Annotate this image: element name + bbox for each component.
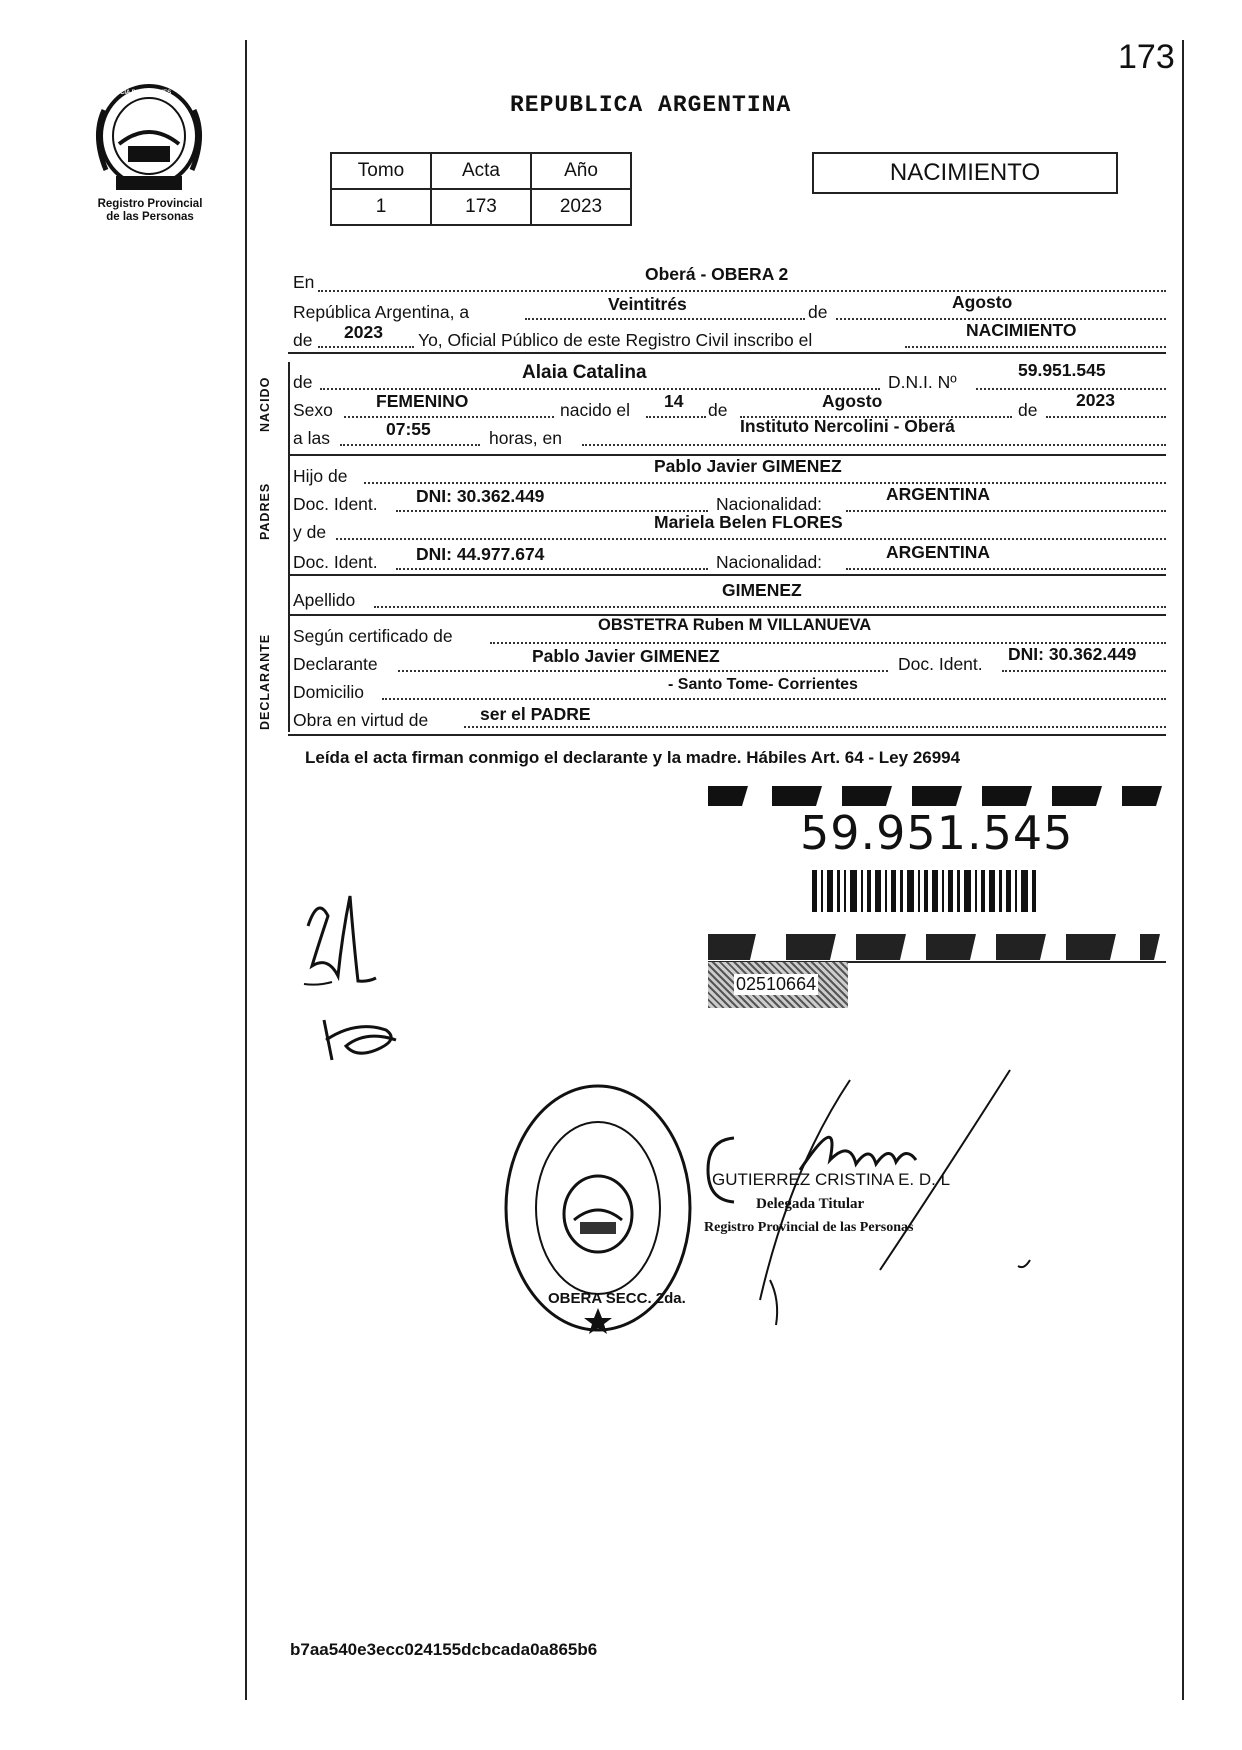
dotted-line bbox=[318, 290, 1166, 292]
record-table-header: Año bbox=[531, 153, 631, 189]
dotted-line bbox=[340, 444, 480, 446]
nacido-label: nacido el bbox=[560, 400, 631, 420]
mother-name-value: Mariela Belen FLORES bbox=[654, 512, 843, 532]
dotted-line bbox=[382, 698, 1166, 700]
dotted-line bbox=[396, 568, 708, 570]
apellido-label: Apellido bbox=[293, 590, 356, 610]
declarant-doc-value: DNI: 30.362.449 bbox=[1008, 644, 1137, 664]
dotted-line bbox=[846, 568, 1166, 570]
section-divider bbox=[288, 734, 1166, 736]
statement-text: Yo, Oficial Público de este Registro Civil inscribo el bbox=[418, 330, 813, 350]
dotted-line bbox=[374, 606, 1166, 608]
sexo-label: Sexo bbox=[293, 400, 333, 420]
padres-section-label: PADRES bbox=[258, 482, 272, 540]
dotted-line bbox=[582, 444, 1166, 446]
dni-value: 59.951.545 bbox=[1018, 360, 1106, 380]
father-nationality-value: ARGENTINA bbox=[886, 484, 991, 504]
mother-doc-value: DNI: 44.977.674 bbox=[416, 544, 545, 564]
horas-label: horas, en bbox=[489, 428, 562, 448]
nacido-section-label: NACIDO bbox=[258, 376, 272, 432]
signature-icon bbox=[316, 1010, 406, 1070]
de-label: de bbox=[293, 372, 313, 392]
dotted-line bbox=[1002, 670, 1166, 672]
en-label: En bbox=[293, 272, 315, 292]
barcode-icon bbox=[812, 870, 1042, 912]
de-label: de bbox=[293, 330, 313, 350]
sex-value: FEMENINO bbox=[376, 391, 469, 411]
record-table bbox=[330, 152, 632, 226]
birth-place-value: Instituto Nercolini - Oberá bbox=[740, 416, 955, 436]
dotted-line bbox=[1046, 416, 1166, 418]
domicilio-label: Domicilio bbox=[293, 682, 364, 702]
declarante-label: Declarante bbox=[293, 654, 378, 674]
dotted-line bbox=[846, 510, 1166, 512]
birth-time-value: 07:55 bbox=[386, 419, 431, 439]
republica-label: República Argentina, a bbox=[293, 302, 470, 322]
de-label: de bbox=[1018, 400, 1038, 420]
official-stamp-line3: Registro Provincial de las Personas bbox=[704, 1220, 914, 1235]
crest-label-line1: Registro Provincial bbox=[97, 198, 203, 210]
security-serial-value: 02510664 bbox=[736, 974, 817, 994]
mother-nationality-value: ARGENTINA bbox=[886, 542, 991, 562]
acta-value: 173 bbox=[431, 189, 531, 225]
signature-icon bbox=[298, 886, 378, 996]
day-words-value: Veintitrés bbox=[608, 294, 687, 314]
tomo-value: 1 bbox=[331, 189, 431, 225]
right-margin-line bbox=[1182, 40, 1184, 1700]
crest-label bbox=[70, 198, 230, 224]
province-crest-icon bbox=[84, 80, 214, 195]
dotted-line bbox=[976, 388, 1166, 390]
crest-ring-text: PROVINCIA DE MISIONES bbox=[97, 90, 172, 96]
year-value: 2023 bbox=[531, 189, 631, 225]
closing-text: Leída el acta firman conmigo el declarante y la madre. Hábiles Art. 64 - Ley 26994 bbox=[305, 748, 961, 767]
nacionalidad-label: Nacionalidad: bbox=[716, 494, 823, 514]
child-name-value: Alaia Catalina bbox=[522, 362, 647, 383]
dotted-line bbox=[525, 318, 805, 320]
year-value: 2023 bbox=[344, 322, 383, 342]
form-inner-line bbox=[288, 362, 290, 732]
place-value: Oberá - OBERA 2 bbox=[645, 264, 789, 284]
dotted-line bbox=[318, 346, 414, 348]
birth-month-value: Agosto bbox=[822, 391, 883, 411]
dotted-line bbox=[646, 416, 706, 418]
dni-label: D.N.I. Nº bbox=[888, 372, 957, 392]
dni-security-number: 59.951.545 bbox=[800, 806, 1074, 860]
inscribed-type-value: NACIMIENTO bbox=[966, 320, 1077, 340]
capacity-value: ser el PADRE bbox=[480, 704, 591, 724]
declarante-section-label: DECLARANTE bbox=[258, 633, 272, 730]
surname-value: GIMENEZ bbox=[722, 580, 802, 600]
dotted-line bbox=[464, 726, 1166, 728]
father-doc-value: DNI: 30.362.449 bbox=[416, 486, 545, 506]
section-divider bbox=[288, 352, 1166, 354]
dotted-line bbox=[336, 538, 1166, 540]
doc-label: Doc. Ident. bbox=[293, 494, 378, 514]
yde-label: y de bbox=[293, 522, 327, 542]
security-pattern-icon bbox=[708, 930, 1166, 964]
address-value: - Santo Tome- Corrientes bbox=[668, 676, 858, 693]
hijo-label: Hijo de bbox=[293, 466, 348, 486]
nacionalidad-label: Nacionalidad: bbox=[716, 552, 823, 572]
certifier-value: OBSTETRA Ruben M VILLANUEVA bbox=[598, 616, 872, 634]
dotted-line bbox=[320, 388, 880, 390]
dotted-line bbox=[344, 416, 554, 418]
dotted-line bbox=[905, 346, 1166, 348]
seal-ring-text: DELEGACION DEL REGISTRO PROVINCIAL DE LAS PERSONAS bbox=[506, 1340, 754, 1362]
official-stamp-line1: GUTIERREZ CRISTINA E. D. L bbox=[712, 1170, 951, 1189]
security-serial bbox=[708, 962, 848, 1008]
seal-bottom-text: OBERA SECC. 2da. bbox=[548, 1290, 686, 1307]
record-table-header: Acta bbox=[431, 153, 531, 189]
obra-label: Obra en virtud de bbox=[293, 710, 429, 730]
page-number: 173 bbox=[1118, 38, 1175, 76]
dotted-line bbox=[364, 482, 1166, 484]
official-stamp-line2: Delegada Titular bbox=[756, 1196, 865, 1212]
official-signature-icon bbox=[680, 1060, 1040, 1350]
dotted-line bbox=[398, 670, 888, 672]
birth-year-value: 2023 bbox=[1076, 390, 1115, 410]
de-label: de bbox=[708, 400, 728, 420]
birth-day-value: 14 bbox=[664, 391, 684, 411]
doc-label: Doc. Ident. bbox=[293, 552, 378, 572]
alas-label: a las bbox=[293, 428, 330, 448]
country-title: REPUBLICA ARGENTINA bbox=[510, 92, 792, 118]
doc-label: Doc. Ident. bbox=[898, 654, 983, 674]
crest-label-line2: de las Personas bbox=[106, 211, 194, 223]
declarant-value: Pablo Javier GIMENEZ bbox=[532, 646, 720, 666]
left-margin-line bbox=[245, 40, 247, 1700]
document-hash: b7aa540e3ecc024155dcbcada0a865b6 bbox=[290, 1640, 598, 1659]
section-divider bbox=[288, 574, 1166, 576]
record-type-box: NACIMIENTO bbox=[812, 152, 1118, 194]
certificado-label: Según certificado de bbox=[293, 626, 453, 646]
record-table-header: Tomo bbox=[331, 153, 431, 189]
de-label: de bbox=[808, 302, 828, 322]
father-name-value: Pablo Javier GIMENEZ bbox=[654, 456, 842, 476]
month-value: Agosto bbox=[952, 292, 1013, 312]
